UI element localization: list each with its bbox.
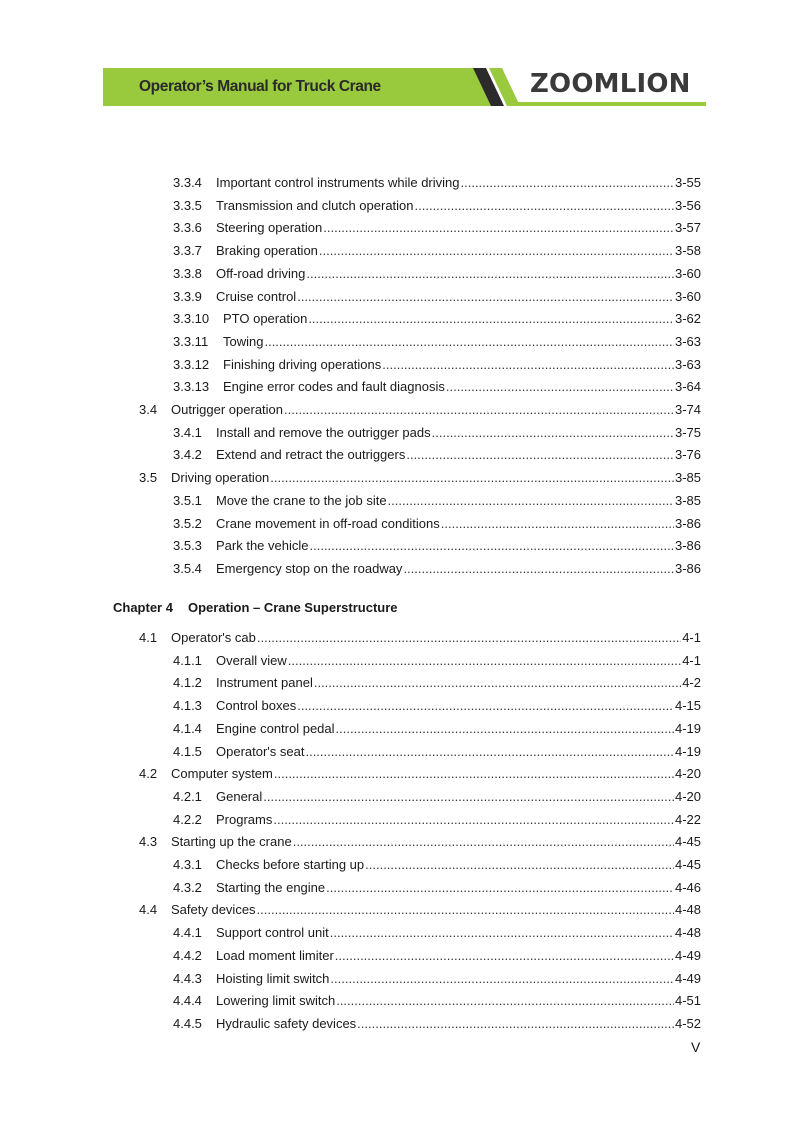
toc-entry-page: 4-20 [674, 766, 701, 782]
toc-dot-leader [310, 536, 674, 556]
toc-entry-page: 4-46 [674, 879, 701, 895]
toc-dot-leader [388, 491, 674, 511]
toc-dot-leader [263, 787, 674, 807]
toc-entry[interactable] [173, 264, 701, 284]
toc-entry-number: 4.1.1 [173, 652, 202, 668]
toc-dot-leader [330, 969, 674, 989]
toc-entry-title: PTO operation [223, 311, 308, 327]
toc-entry[interactable] [173, 1014, 701, 1034]
toc-dot-leader [330, 923, 674, 943]
toc-entry-title: Lowering limit switch [216, 993, 336, 1009]
toc-dot-leader [319, 241, 674, 261]
toc-entry-number: 4.2.2 [173, 811, 202, 827]
toc-entry-page: 3-56 [674, 197, 701, 213]
toc-entry[interactable] [173, 377, 701, 397]
toc-dot-leader [446, 377, 674, 397]
toc-dot-leader [306, 264, 674, 284]
toc-entry-title: Emergency stop on the roadway [216, 560, 403, 576]
toc-entry-title: Control boxes [216, 698, 297, 714]
toc-entry[interactable] [173, 218, 701, 238]
toc-entry-page: 4-15 [674, 698, 701, 714]
brand-logo: ZOOMLION [530, 69, 691, 99]
toc-dot-leader [308, 309, 674, 329]
toc-entry[interactable] [139, 400, 701, 420]
toc-entry[interactable] [173, 514, 701, 534]
toc-entry-number: 3.4.2 [173, 447, 202, 463]
toc-entry-page: 3-86 [674, 560, 701, 576]
page-number: V [691, 1039, 701, 1055]
toc-entry[interactable] [173, 742, 701, 762]
toc-dot-leader [264, 332, 674, 352]
toc-entry-page: 4-22 [674, 811, 701, 827]
chapter-title: Operation – Crane Superstructure [188, 600, 398, 615]
toc-dot-leader [335, 946, 674, 966]
toc-entry-title: Operator's cab [171, 630, 256, 645]
toc-entry[interactable] [173, 991, 701, 1011]
toc-entry[interactable] [139, 900, 701, 920]
toc-entry-number: 3.5.3 [173, 538, 202, 554]
toc-entry-number: 3.4 [139, 402, 158, 417]
toc-entry[interactable] [173, 673, 701, 693]
toc-entry-page: 3-63 [674, 333, 701, 349]
toc-dot-leader [288, 651, 681, 671]
toc-entry-page: 3-75 [674, 424, 701, 440]
toc-entry[interactable] [139, 832, 701, 852]
toc-entry-title: Starting the engine [216, 879, 326, 895]
toc-entry[interactable] [173, 787, 701, 807]
toc-dot-leader [365, 855, 674, 875]
toc-dot-leader [461, 173, 674, 193]
toc-entry-page: 4-45 [674, 834, 701, 850]
toc-entry-number: 4.4.3 [173, 970, 202, 986]
chapter-heading [113, 598, 398, 618]
toc-entry-title: Move the crane to the job site [216, 492, 387, 508]
toc-entry-number: 3.3.8 [173, 265, 202, 281]
toc-entry-title: Braking operation [216, 243, 318, 259]
toc-entry[interactable] [173, 696, 701, 716]
toc-entry-number: 3.5 [139, 470, 158, 486]
toc-dot-leader [403, 559, 674, 579]
toc-dot-leader [314, 673, 681, 693]
toc-entry-page: 4-20 [674, 788, 701, 804]
toc-entry-number: 4.3.1 [173, 857, 202, 872]
toc-entry-title: Overall view [216, 652, 287, 668]
toc-entry[interactable] [173, 196, 701, 216]
toc-entry-number: 4.4.1 [173, 925, 202, 941]
toc-entry-title: Outrigger operation [171, 402, 284, 417]
toc-dot-leader [415, 196, 674, 216]
toc-entry-title: Checks before starting up [216, 857, 365, 872]
toc-entry-number: 4.1.5 [173, 743, 202, 759]
header-underline [511, 102, 706, 106]
toc-entry-title: Park the vehicle [216, 538, 309, 554]
toc-entry-page: 3-62 [674, 311, 701, 327]
toc-entry-page: 3-86 [674, 515, 701, 531]
toc-dot-leader [336, 991, 674, 1011]
toc-entry-title: Hoisting limit switch [216, 970, 330, 986]
toc-entry-page: 4-2 [682, 675, 701, 691]
toc-entry-page: 3-86 [674, 538, 701, 554]
toc-dot-leader [257, 628, 681, 648]
toc-entry-number: 3.5.4 [173, 560, 202, 576]
toc-entry-number: 4.1.3 [173, 698, 202, 714]
toc-entry-title: Engine control pedal [216, 720, 335, 736]
toc-entry[interactable] [173, 309, 701, 329]
toc-entry-page: 4-48 [674, 925, 701, 941]
toc-dot-leader [273, 810, 674, 830]
toc-entry-page: 4-45 [674, 857, 701, 872]
toc-entry[interactable] [173, 946, 701, 966]
toc-entry-page: 3-76 [674, 447, 701, 463]
toc-entry[interactable] [173, 719, 701, 739]
toc-entry-page: 3-57 [674, 220, 701, 236]
toc-dot-leader [441, 514, 674, 534]
toc-entry[interactable] [173, 969, 701, 989]
toc-dot-leader [284, 400, 674, 420]
toc-entry-number: 3.3.9 [173, 288, 202, 304]
toc-entry[interactable] [173, 241, 701, 261]
toc-entry-title: Support control unit [216, 925, 329, 941]
toc-entry[interactable] [173, 173, 701, 193]
toc-entry-number: 3.3.10 [173, 311, 210, 327]
toc-entry-title: Starting up the crane [171, 834, 292, 850]
toc-entry-number: 4.2.1 [173, 788, 202, 804]
toc-entry[interactable] [173, 287, 701, 307]
toc-entry-title: Towing [223, 333, 264, 349]
toc-entry-page: 3-85 [674, 492, 701, 508]
toc-entry-page: 4-1 [682, 630, 701, 645]
toc-entry[interactable] [173, 855, 701, 875]
toc-entry-title: Important control instruments while driving [216, 175, 460, 190]
toc-dot-leader [297, 696, 674, 716]
toc-dot-leader [326, 878, 674, 898]
toc-dot-leader [274, 764, 674, 784]
toc-entry-number: 3.3.7 [173, 243, 202, 259]
toc-entry[interactable] [173, 651, 701, 671]
toc-entry[interactable] [173, 491, 701, 511]
toc-entry-number: 4.4 [139, 902, 158, 918]
toc-entry[interactable] [173, 810, 701, 830]
page-header [103, 68, 706, 106]
toc-entry-number: 4.4.5 [173, 1015, 202, 1031]
toc-entry-page: 3-63 [674, 356, 701, 372]
toc-entry-number: 3.5.2 [173, 515, 202, 531]
toc-entry-title: Cruise control [216, 288, 297, 304]
toc-entry-page: 3-58 [674, 243, 701, 259]
toc-entry-page: 4-1 [682, 652, 701, 668]
toc-entry[interactable] [173, 536, 701, 556]
toc-entry-title: Extend and retract the outriggers [216, 447, 406, 463]
toc-entry-number: 3.3.12 [173, 356, 210, 372]
toc-entry[interactable] [173, 878, 701, 898]
toc-dot-leader [257, 900, 674, 920]
toc-entry-number: 3.3.13 [173, 379, 210, 395]
toc-entry-number: 4.4.4 [173, 993, 202, 1009]
toc-entry-title: Off-road driving [216, 265, 306, 281]
toc-entry[interactable] [173, 332, 701, 352]
toc-dot-leader [270, 468, 674, 488]
toc-entry[interactable] [139, 468, 701, 488]
toc-dot-leader [305, 742, 674, 762]
toc-entry-page: 3-74 [674, 402, 701, 417]
toc-entry-number: 4.2 [139, 766, 158, 782]
toc-entry-title: Driving operation [171, 470, 270, 486]
toc-entry[interactable] [139, 764, 701, 784]
toc-entry-page: 4-19 [674, 720, 701, 736]
toc-entry-title: Load moment limiter [216, 947, 334, 963]
toc-entry-page: 3-64 [674, 379, 701, 395]
toc-dot-leader [406, 445, 674, 465]
toc-entry-page: 4-49 [674, 947, 701, 963]
toc-entry-page: 3-60 [674, 265, 701, 281]
toc-dot-leader [323, 218, 674, 238]
toc-entry-number: 3.3.11 [173, 333, 209, 349]
toc-dot-leader [357, 1014, 674, 1034]
toc-entry-title: Crane movement in off-road conditions [216, 515, 440, 531]
toc-entry-number: 4.1.2 [173, 675, 202, 691]
toc-entry[interactable] [173, 559, 701, 579]
toc-entry-title: Computer system [171, 766, 273, 782]
toc-entry-title: Install and remove the outrigger pads [216, 424, 431, 440]
toc-entry-title: Instrument panel [216, 675, 313, 691]
toc-entry-title: Finishing driving operations [223, 356, 382, 372]
toc-entry-number: 3.4.1 [173, 424, 202, 440]
toc-dot-leader [382, 355, 674, 375]
toc-dot-leader [297, 287, 674, 307]
toc-entry[interactable] [173, 355, 701, 375]
toc-entry-page: 4-19 [674, 743, 701, 759]
toc-entry-page: 4-48 [674, 902, 701, 918]
toc-entry-title: Engine error codes and fault diagnosis [223, 379, 445, 395]
toc-entry-number: 4.3 [139, 834, 158, 850]
toc-entry-number: 4.3.2 [173, 879, 202, 895]
chapter-label: Chapter 4 [113, 600, 173, 615]
toc-entry[interactable] [173, 445, 701, 465]
toc-entry-title: Transmission and clutch operation [216, 197, 414, 213]
toc-dot-leader [336, 719, 674, 739]
toc-entry-number: 4.4.2 [173, 947, 202, 963]
toc-entry-title: Steering operation [216, 220, 323, 236]
toc-entry-title: Hydraulic safety devices [216, 1015, 357, 1031]
toc-dot-leader [293, 832, 674, 852]
toc-entry-number: 3.5.1 [173, 492, 202, 508]
toc-entry-number: 4.1 [139, 630, 158, 645]
toc-entry-page: 4-51 [674, 993, 701, 1009]
toc-entry-number: 4.1.4 [173, 720, 202, 736]
toc-entry-page: 4-52 [674, 1015, 701, 1031]
toc-entry-page: 3-85 [674, 470, 701, 486]
toc-entry[interactable] [139, 628, 701, 648]
toc-entry-page: 3-60 [674, 288, 701, 304]
toc-entry[interactable] [173, 923, 701, 943]
toc-entry-page: 3-55 [674, 175, 701, 190]
manual-title: Operator’s Manual for Truck Crane [139, 78, 381, 95]
toc-entry-title: Programs [216, 811, 273, 827]
toc-entry[interactable] [173, 423, 701, 443]
toc-entry-page: 4-49 [674, 970, 701, 986]
toc-entry-number: 3.3.6 [173, 220, 202, 236]
toc-entry-title: General [216, 788, 263, 804]
toc-entry-number: 3.3.4 [173, 175, 202, 190]
toc-entry-number: 3.3.5 [173, 197, 202, 213]
toc-dot-leader [432, 423, 674, 443]
toc-entry-title: Operator's seat [216, 743, 305, 759]
toc-entry-title: Safety devices [171, 902, 256, 918]
